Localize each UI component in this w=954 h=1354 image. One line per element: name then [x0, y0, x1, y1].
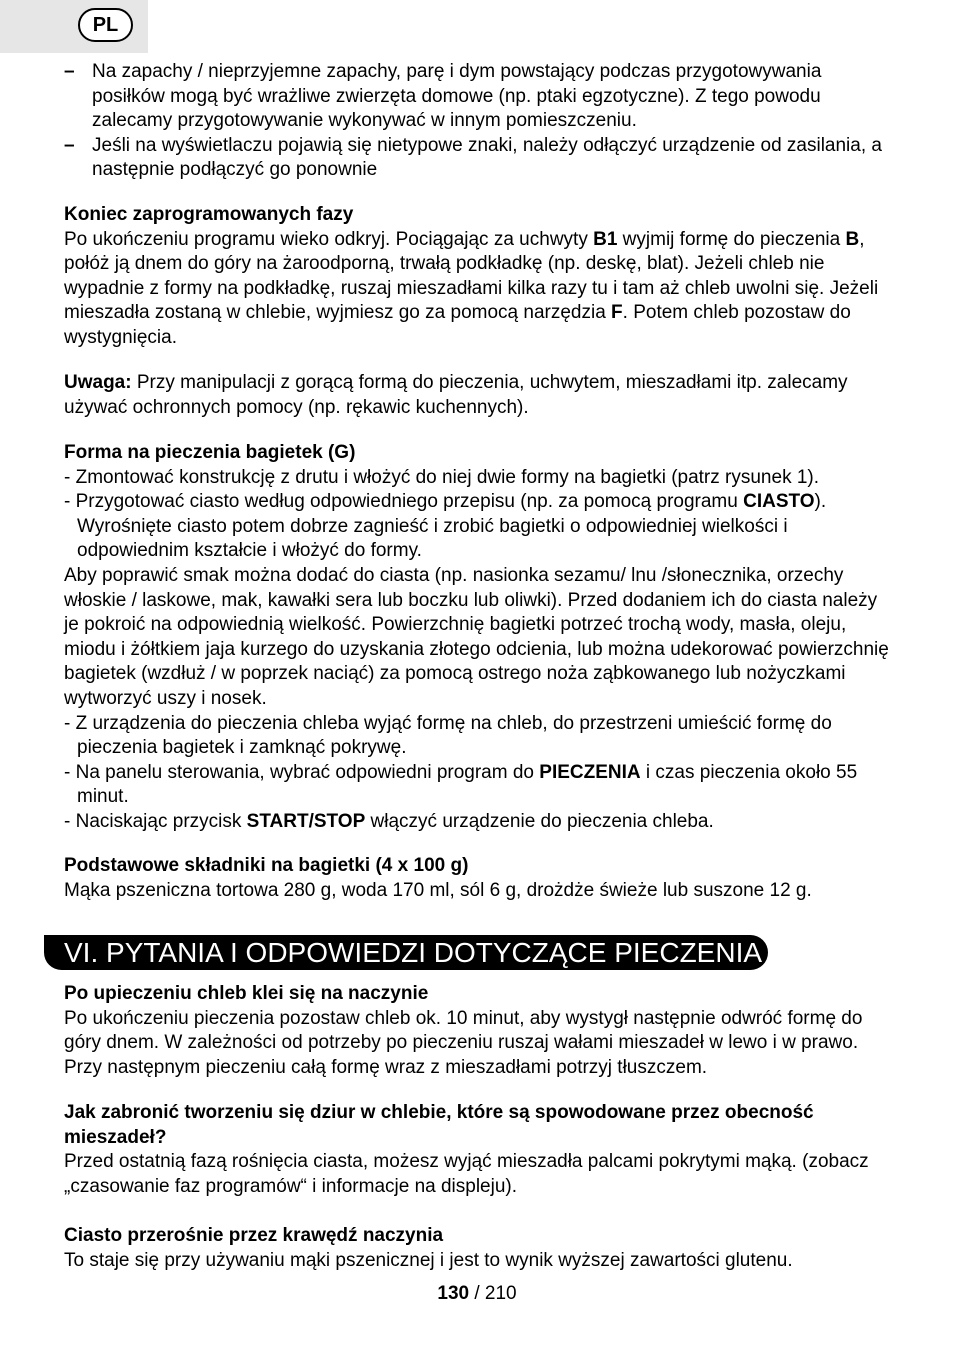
- bullet-marker: –: [64, 61, 75, 82]
- page-separator: /: [469, 1283, 485, 1304]
- ingredients-heading: Podstawowe składniki na bagietki (4 x 100 g): [64, 855, 469, 876]
- bullet-text: Jeśli na wyświetlaczu pojawią się nietypowe znaki, należy odłączyć urządzenie od zasilania, a następnie podłączyć go ponownie: [92, 134, 882, 181]
- baguette-section: [64, 441, 894, 835]
- baguette-heading: Forma na pieczenia bagietek (G): [64, 442, 356, 463]
- language-badge: PL: [78, 8, 133, 42]
- total-pages: 210: [484, 1283, 517, 1304]
- warning-note: [64, 371, 894, 420]
- page-number: [0, 1282, 954, 1307]
- list-item: [64, 134, 894, 183]
- top-bullet-list: [64, 60, 894, 183]
- list-item: - Przygotować ciasto według odpowiedniego przepisu (np. za pomocą programu CIASTO). Wyrośnięte ciasto potem dobrze zagnieść i zrobić bagietki o odpowiedniej wielkości i odpowiednim kształcie i włożyć do formy.: [64, 491, 827, 562]
- faq-answer: Po ukończeniu pieczenia pozostaw chleb ok. 10 minut, aby wystygł następnie odwróć formę do góry dnem. W zależności od potrzeby po pieczeniu ruszaj wałami mieszadeł w lewo i w prawo. Przy następnym pieczeniu całą formę wraz z mieszadłami potrzyj tłuszczem.: [64, 1007, 863, 1078]
- bullet-marker: –: [64, 134, 75, 156]
- ingredients-section: [64, 854, 894, 903]
- faq-question: Ciasto przerośnie przez krawędź naczynia: [64, 1225, 444, 1246]
- warning-text: Przy manipulacji z gorącą formą do pieczenia, uchwytem, mieszadłami itp. zalecamy używać ochronnych pomocy (np. rękawic kuchennych).: [64, 372, 848, 418]
- warning-label: Uwaga:: [64, 372, 132, 393]
- bullet-text: Na zapachy / nieprzyjemne zapachy, parę i dym powstający podczas przygotowywania posiłków mogą być wrażliwe zwierzęta domowe (np. ptaki egzotyczne). Z tego powodu zalecamy przygotowywanie wykonywać w innym pomieszczeniu.: [92, 61, 822, 132]
- language-tab: [0, 0, 148, 53]
- list-item: - Zmontować konstrukcję z drutu i włożyć do niej dwie formy na bagietki (patrz rysunek 1).: [64, 466, 820, 488]
- list-item: - Na panelu sterowania, wybrać odpowiedni program do PIECZENIA i czas pieczenia około 55 minut.: [64, 761, 858, 808]
- faq-question: Po upieczeniu chleb klei się na naczynie: [64, 983, 429, 1004]
- end-phase-text: Po ukończeniu programu wieko odkryj. Pociągając za uchwyty B1 wyjmij formę do pieczenia B, połóż ją dnem do góry na żaroodporną, trwałą podkładkę (np. deskę, blat). Jeżeli chleb nie wypadnie z formy na podkładkę, ruszaj mieszadłami kilka razy tu i tam aż chleb uwolni się. Jeżeli mieszadła zostaną w chlebie, wyjmiesz go za pomocą narzędzia F. Potem chleb pozostaw do wystygnięcia.: [64, 228, 879, 348]
- list-item: - Naciskając przycisk START/STOP włączyć urządzenie do pieczenia chleba.: [64, 810, 714, 832]
- list-item: - Z urządzenia do pieczenia chleba wyjąć formę na chleb, do przestrzeni umieścić formę do pieczenia bagietek i zamknąć pokrywę.: [64, 712, 832, 759]
- faq-item: [64, 1101, 894, 1199]
- faq-answer: To staje się przy używaniu mąki pszenicznej i jest to wynik wyższej zawartości glutenu.: [64, 1249, 793, 1271]
- ingredients-text: Mąka pszeniczna tortowa 280 g, woda 170 ml, sól 6 g, drożdże świeże lub suszone 12 g.: [64, 879, 812, 901]
- current-page: 130: [437, 1283, 470, 1304]
- faq-question: Jak zabronić tworzeniu się dziur w chlebie, które są spowodowane przez obecność mieszadeł?: [64, 1102, 814, 1148]
- baguette-paragraph: Aby poprawić smak można dodać do ciasta (np. nasionka sezamu/ lnu /słonecznika, orzechy włoskie / laskowe, mak, kawałki sera lub boczku lub oliwki). Przed dodaniem ich do ciasta należy je pokroić na odpowiednią wielkość. Powierzchnię bagietki potrzeć trochą wody, masła, oleju, miodu i żółtkiem jaja kurzego do uzyskania złotego odcienia, lub można udekorować powierzchnię bagietek (wzdłuż / w poprzek naciąć) za pomocą ostrego noża ząbkowanego lub nożyczkami wytworzyć uszy i nosek.: [64, 564, 889, 709]
- list-item: [64, 60, 894, 134]
- faq-item: [64, 1224, 894, 1273]
- end-phase-heading: Koniec zaprogramowanych fazy: [64, 204, 354, 225]
- end-phase-section: [64, 203, 894, 351]
- faq-answer: Przed ostatnią fazą rośnięcia ciasta, możesz wyjąć mieszadła palcami pokrytymi mąką. (zobacz „czasowanie faz programów“ i informacje na displeju).: [64, 1151, 869, 1197]
- faq-item: [64, 982, 894, 1080]
- section-title-bar: VI. PYTANIA I ODPOWIEDZI DOTYCZĄCE PIECZENIA: [44, 935, 768, 970]
